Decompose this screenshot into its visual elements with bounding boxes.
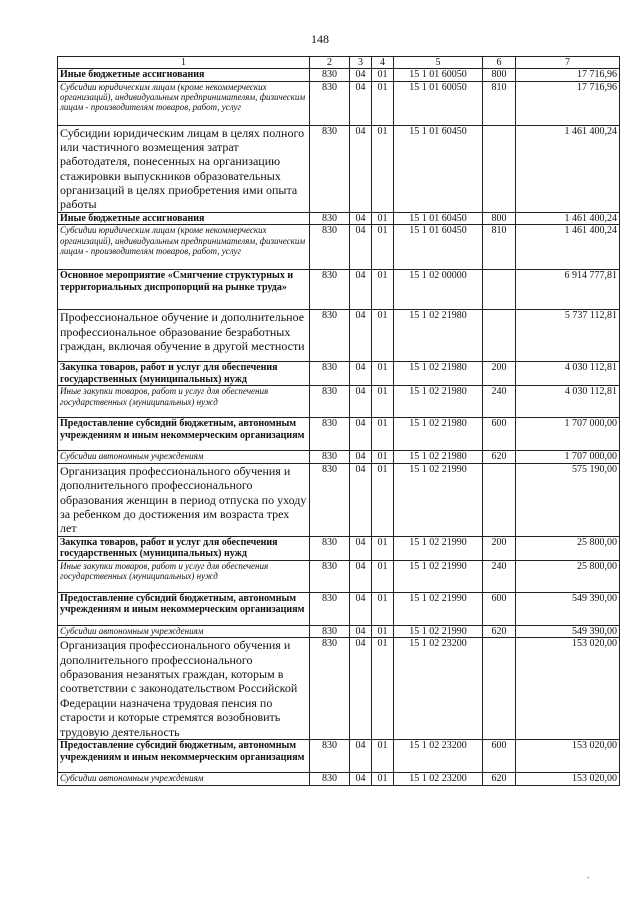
row-description: Субсидии автономным учреждениям [58,773,310,786]
subsection-code: 01 [372,536,394,560]
subsection-code: 01 [372,225,394,270]
row-description: Профессиональное обучение и дополнительное профессиональное образование безработных граждан, включая обучение в другой местности [58,310,310,362]
expense-type-code: 600 [483,740,516,773]
row-description: Закупка товаров, работ и услуг для обеспечения государственных (муниципальных) нужд [58,362,310,386]
section-code: 04 [350,536,372,560]
table-row [58,451,620,464]
section-code: 04 [350,418,372,451]
expense-type-code: 810 [483,225,516,270]
section-code: 04 [350,773,372,786]
section-code: 04 [350,270,372,310]
table-row [58,69,620,82]
admin-code: 830 [310,638,350,740]
budget-table [57,56,620,786]
table-row [58,225,620,270]
table-row [58,270,620,310]
admin-code: 830 [310,81,350,125]
section-code: 04 [350,451,372,464]
table-row [58,625,620,638]
section-code: 04 [350,463,372,536]
admin-code: 830 [310,212,350,225]
table-row [58,212,620,225]
expense-type-code: 810 [483,81,516,125]
table-row [58,773,620,786]
amount: 1 461 400,24 [516,125,620,212]
subsection-code: 01 [372,212,394,225]
row-description: Субсидии юридическим лицам (кроме некоммерческих организаций), индивидуальным предпринимателям, физическим лицам - производителям товаров, работ, услуг [58,81,310,125]
row-description: Основное мероприятие «Смягчение структурных и территориальных диспропорций на рынке труда» [58,270,310,310]
amount: 549 390,00 [516,592,620,625]
amount: 17 716,96 [516,69,620,82]
subsection-code: 01 [372,362,394,386]
expense-type-code: 600 [483,418,516,451]
target-item-code: 15 1 01 60450 [394,212,483,225]
target-item-code: 15 1 02 21990 [394,625,483,638]
target-item-code: 15 1 02 21980 [394,310,483,362]
header-row [58,57,620,69]
expense-type-code [483,310,516,362]
admin-code: 830 [310,310,350,362]
target-item-code: 15 1 01 60450 [394,125,483,212]
amount: 25 800,00 [516,536,620,560]
target-item-code: 15 1 02 21990 [394,463,483,536]
subsection-code: 01 [372,270,394,310]
section-code: 04 [350,625,372,638]
table-row [58,125,620,212]
subsection-code: 01 [372,592,394,625]
table-row [58,638,620,740]
subsection-code: 01 [372,773,394,786]
subsection-code: 01 [372,740,394,773]
section-code: 04 [350,592,372,625]
row-description: Закупка товаров, работ и услуг для обеспечения государственных (муниципальных) нужд [58,536,310,560]
expense-type-code: 240 [483,386,516,418]
section-code: 04 [350,225,372,270]
admin-code: 830 [310,592,350,625]
amount: 1 707 000,00 [516,451,620,464]
expense-type-code [483,125,516,212]
subsection-code: 01 [372,451,394,464]
section-code: 04 [350,740,372,773]
target-item-code: 15 1 02 00000 [394,270,483,310]
subsection-code: 01 [372,69,394,82]
row-description: Предоставление субсидий бюджетным, автономным учреждениям и иным некоммерческим организациям [58,418,310,451]
column-header: 2 [310,57,350,69]
subsection-code: 01 [372,125,394,212]
amount: 153 020,00 [516,773,620,786]
section-code: 04 [350,69,372,82]
amount: 25 800,00 [516,560,620,592]
table-row [58,740,620,773]
amount: 17 716,96 [516,81,620,125]
target-item-code: 15 1 02 21980 [394,386,483,418]
subsection-code: 01 [372,638,394,740]
row-description: Организация профессионального обучения и дополнительного профессионального образования незанятых граждан, которым в соответствии с законодательством Российской Федерации назначена трудовая пенсия по старости и которые стремятся возобновить трудовую деятельность [58,638,310,740]
table-row [58,310,620,362]
expense-type-code: 800 [483,212,516,225]
amount: 153 020,00 [516,740,620,773]
amount: 6 914 777,81 [516,270,620,310]
amount: 549 390,00 [516,625,620,638]
target-item-code: 15 1 02 23200 [394,638,483,740]
expense-type-code: 200 [483,362,516,386]
target-item-code: 15 1 02 21980 [394,451,483,464]
subsection-code: 01 [372,560,394,592]
amount: 4 030 112,81 [516,362,620,386]
table-row [58,386,620,418]
expense-type-code: 600 [483,592,516,625]
row-description: Иные закупки товаров, работ и услуг для обеспечения государственных (муниципальных) нужд [58,386,310,418]
target-item-code: 15 1 02 21980 [394,418,483,451]
target-item-code: 15 1 02 21990 [394,536,483,560]
row-description: Субсидии юридическим лицам в целях полного или частичного возмещения затрат работодателя, понесенных на организацию стажировки выпускников образовательных организаций в целях приобретения ими опыта работы [58,125,310,212]
expense-type-code [483,638,516,740]
section-code: 04 [350,560,372,592]
table-row [58,362,620,386]
row-description: Иные закупки товаров, работ и услуг для обеспечения государственных (муниципальных) нужд [58,560,310,592]
target-item-code: 15 1 01 60050 [394,69,483,82]
section-code: 04 [350,386,372,418]
row-description: Предоставление субсидий бюджетным, автономным учреждениям и иным некоммерческим организациям [58,740,310,773]
row-description: Субсидии автономным учреждениям [58,451,310,464]
section-code: 04 [350,81,372,125]
section-code: 04 [350,362,372,386]
target-item-code: 15 1 02 23200 [394,740,483,773]
table-row [58,560,620,592]
row-description: Иные бюджетные ассигнования [58,69,310,82]
row-description: Иные бюджетные ассигнования [58,212,310,225]
target-item-code: 15 1 01 60050 [394,81,483,125]
admin-code: 830 [310,740,350,773]
page-number: 148 [311,32,329,46]
subsection-code: 01 [372,625,394,638]
subsection-code: 01 [372,418,394,451]
column-header: 7 [516,57,620,69]
row-description: Предоставление субсидий бюджетным, автономным учреждениям и иным некоммерческим организациям [58,592,310,625]
amount: 575 190,00 [516,463,620,536]
section-code: 04 [350,310,372,362]
admin-code: 830 [310,69,350,82]
admin-code: 830 [310,451,350,464]
amount: 153 020,00 [516,638,620,740]
admin-code: 830 [310,225,350,270]
table-row [58,536,620,560]
admin-code: 830 [310,625,350,638]
expense-type-code [483,270,516,310]
column-header: 6 [483,57,516,69]
admin-code: 830 [310,125,350,212]
section-code: 04 [350,212,372,225]
table-row [58,592,620,625]
amount: 5 737 112,81 [516,310,620,362]
admin-code: 830 [310,362,350,386]
admin-code: 830 [310,386,350,418]
expense-type-code: 240 [483,560,516,592]
subsection-code: 01 [372,386,394,418]
table-row [58,81,620,125]
admin-code: 830 [310,270,350,310]
section-code: 04 [350,638,372,740]
expense-type-code: 620 [483,451,516,464]
target-item-code: 15 1 02 21980 [394,362,483,386]
admin-code: 830 [310,463,350,536]
expense-type-code: 200 [483,536,516,560]
subsection-code: 01 [372,463,394,536]
expense-type-code: 620 [483,773,516,786]
table-row [58,418,620,451]
subsection-code: 01 [372,310,394,362]
column-header: 5 [394,57,483,69]
amount: 1 461 400,24 [516,212,620,225]
expense-type-code [483,463,516,536]
margin-mark: - [587,873,590,882]
table-row [58,463,620,536]
column-header: 1 [58,57,310,69]
target-item-code: 15 1 02 23200 [394,773,483,786]
admin-code: 830 [310,773,350,786]
column-header: 3 [350,57,372,69]
row-description: Организация профессионального обучения и дополнительного профессионального образования женщин в период отпуска по уходу за ребенком до достижения им возраста трех лет [58,463,310,536]
amount: 1 707 000,00 [516,418,620,451]
amount: 1 461 400,24 [516,225,620,270]
column-header: 4 [372,57,394,69]
amount: 4 030 112,81 [516,386,620,418]
target-item-code: 15 1 01 60450 [394,225,483,270]
admin-code: 830 [310,560,350,592]
section-code: 04 [350,125,372,212]
row-description: Субсидии юридическим лицам (кроме некоммерческих организаций), индивидуальным предпринимателям, физическим лицам - производителям товаров, работ, услуг [58,225,310,270]
target-item-code: 15 1 02 21990 [394,592,483,625]
subsection-code: 01 [372,81,394,125]
expense-type-code: 800 [483,69,516,82]
expense-type-code: 620 [483,625,516,638]
admin-code: 830 [310,418,350,451]
target-item-code: 15 1 02 21990 [394,560,483,592]
admin-code: 830 [310,536,350,560]
row-description: Субсидии автономным учреждениям [58,625,310,638]
